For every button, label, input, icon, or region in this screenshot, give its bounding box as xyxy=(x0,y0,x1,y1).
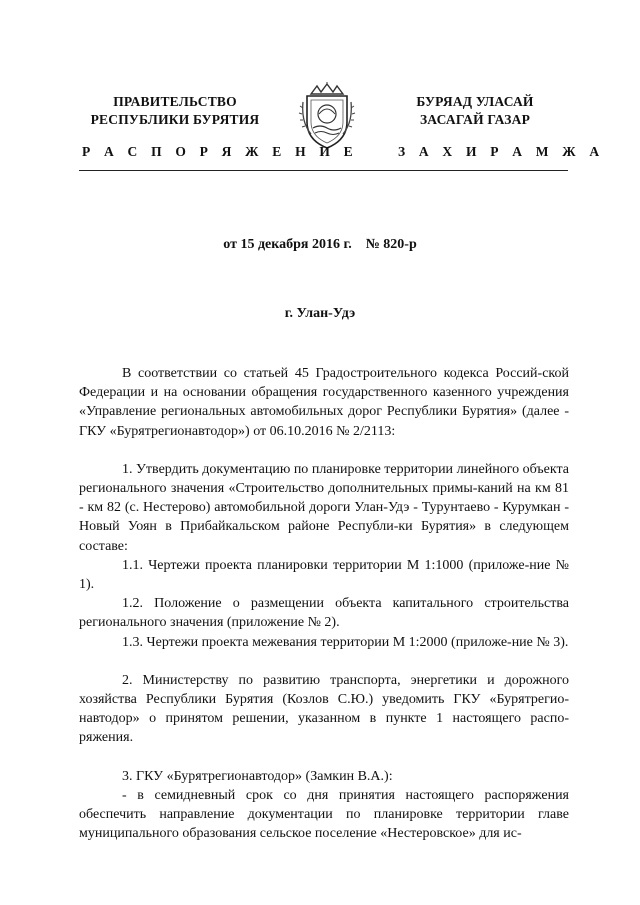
paragraph-gap xyxy=(79,652,569,671)
date-number: от 15 декабря 2016 г. № 820-р xyxy=(223,237,417,252)
paragraph-gap xyxy=(79,748,569,767)
left-org-name xyxy=(72,93,278,129)
item-1-1: 1.1. Чертежи проекта планировки территории М 1:1000 (приложе-ние № 1). xyxy=(79,557,569,593)
header-divider xyxy=(79,170,568,171)
item-1-2: 1.2. Положение о размещении объекта капитального строительства регионального значения (приложение № 2). xyxy=(79,596,569,631)
left-org-line2: РЕСПУБЛИКИ БУРЯТИЯ xyxy=(90,112,260,127)
item-1: 1. Утвердить документацию по планировке территории линейного объекта регионального значения «Строительство дополнительных примы-каний на км 81 - км 82 (с. Нестерово) автомобильной дороги Улан-Удэ - Турунтаево - Курумкан - Новый Уоян в Прибайкальском районе Республи-ки Бурятия» в следующем составе: xyxy=(79,461,569,554)
doc-type-left: Р А С П О Р Я Ж Е Н И Е xyxy=(82,144,358,159)
item-3-a: - в семидневный срок со дня принятия настоящего распоряжения обеспечить направление документации по планировке территории главе муниципального образования сельское поселение «Нестеровское» для ис- xyxy=(79,787,569,842)
item-3: 3. ГКУ «Бурятрегионавтодор» (Замкин В.А.): xyxy=(122,768,393,784)
right-org-name xyxy=(372,93,578,129)
left-org-line1: ПРАВИТЕЛЬСТВО xyxy=(113,94,237,109)
paragraph-gap xyxy=(79,441,569,460)
doc-type-right: З А Х И Р А М Ж А xyxy=(398,144,605,159)
city: г. Улан-Удэ xyxy=(284,306,356,321)
right-org-line2: ЗАСАГАЙ ГАЗАР xyxy=(419,112,531,127)
right-org-line1: БУРЯАД УЛАСАЙ xyxy=(416,94,534,109)
item-1-3: 1.3. Чертежи проекта межевания территории М 1:2000 (приложе-ние № 3). xyxy=(122,634,569,650)
document-body xyxy=(79,364,569,843)
item-2: 2. Министерству по развитию транспорта, энергетики и дорожного хозяйства Республики Бурятия (Козлов С.Ю.) уведомить ГКУ «Бурятрегио-навтодор» о принятом решении, указанном в пункте 1 настоящего распо-ряжения. xyxy=(79,672,569,746)
coat-of-arms-icon xyxy=(297,82,357,152)
intro-paragraph: В соответствии со статьей 45 Градостроительного кодекса Россий-ской Федерации и на основании обращения государственного казенного учреждения «Управление региональных автомобильных дорог Республики Бурятия» (далее - ГКУ «Бурятрегионавтодор») от 06.10.2016 № 2/2113: xyxy=(79,366,569,439)
